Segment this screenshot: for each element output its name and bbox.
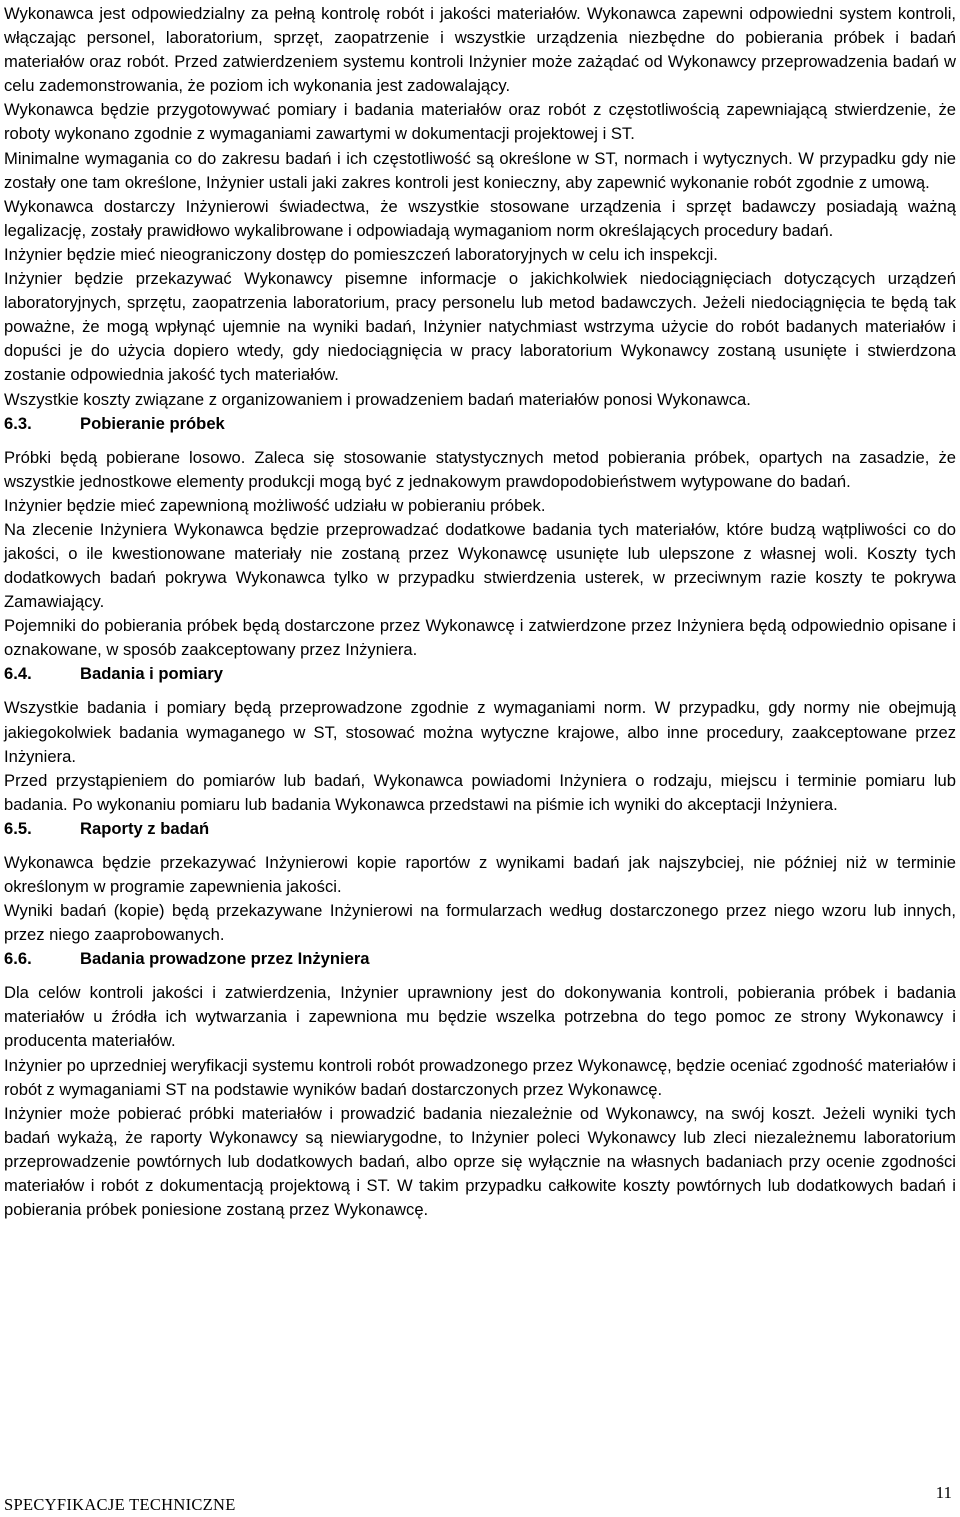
paragraph: Wykonawca dostarczy Inżynierowi świadectwa, że wszystkie stosowane urządzenia i sprzęt badawczy posiadają ważną legalizację, zostały prawidłowo wykalibrowane i odpowiadają wymaganiom norm określających procedury badań. (4, 196, 956, 240)
section-6-6 (4, 947, 956, 1222)
paragraph: Wszystkie koszty związane z organizowaniem i prowadzeniem badań materiałów ponosi Wykonawca. (4, 389, 751, 409)
paragraph: Wykonawca będzie przygotowywać pomiary i badania materiałów oraz robót z częstotliwością zapewniającą stwierdzenie, że roboty wykonano zgodnie z wymaganiami zawartymi w dokumentacji projektowej i ST. (4, 100, 956, 144)
page-number: 11 (935, 1483, 952, 1502)
section-number: 6.6. (4, 949, 32, 969)
section-title: Badania prowadzone przez Inżyniera (80, 949, 370, 969)
paragraph: Wszystkie badania i pomiary będą przeprowadzone zgodnie z wymaganiami norm. W przypadku, gdy normy nie obejmują jakiegokolwiek badania wymaganego w ST, stosować można wytyczne krajowe, albo inne procedury, zaakceptowane przez Inżyniera. (4, 698, 956, 766)
footer-title: SPECYFIKACJE TECHNICZNE (4, 1495, 236, 1514)
paragraph: Minimalne wymagania co do zakresu badań i ich częstotliwość są określone w ST, normach i wytycznych. W przypadku gdy nie zostały one tam określone, Inżynier ustali jaki zakres kontroli jest konieczny, aby zapewnić wykonanie robót zgodnie z umową. (4, 148, 956, 192)
paragraph: Inżynier będzie mieć nieograniczony dostęp do pomieszczeń laboratoryjnych w celu ich inspekcji. (4, 244, 718, 264)
section-heading (4, 817, 956, 841)
paragraph: Inżynier może pobierać próbki materiałów i prowadzić badania niezależnie od Wykonawcy, na swój koszt. Jeżeli wyniki tych badań wykażą, że raporty Wykonawcy są niewiarygodne, to Inżynier poleci Wykonawcy lub zleci niezależnemu laboratorium przeprowadzenie powtórnych lub dodatkowych badań, albo oprze się wyłącznie na własnych badaniach przy ocenie zgodności materiałów i robót z dokumentacją projektową i ST. W takim przypadku całkowite koszty powtórnych lub dodatkowych badań i pobierania próbek poniesione zostaną przez Wykonawcę. (4, 1103, 956, 1220)
section-title: Pobieranie próbek (80, 413, 225, 433)
paragraph: Inżynier będzie mieć zapewnioną możliwość udziału w pobieraniu próbek. (4, 495, 546, 515)
section-heading (4, 947, 956, 971)
paragraph: Próbki będą pobierane losowo. Zaleca się stosowanie statystycznych metod pobierania próbek, opartych na zasadzie, że wszystkie jednostkowe elementy produkcji mogą być z jednakowym prawdopodobieństwem wytypowane do badań. (4, 447, 956, 491)
paragraph: Wyniki badań (kopie) będą przekazywane Inżynierowi na formularzach według dostarczonego przez niego wzoru lub innych, przez niego zaaprobowanych. (4, 901, 956, 945)
paragraph: Wykonawca będzie przekazywać Inżynierowi kopie raportów z wynikami badań jak najszybciej, nie później niż w terminie określonym w programie zapewnienia jakości. (4, 852, 956, 896)
section-number: 6.5. (4, 818, 32, 838)
paragraph: Na zlecenie Inżyniera Wykonawca będzie przeprowadzać dodatkowe badania tych materiałów, które budzą wątpliwości co do jakości, o ile kwestionowane materiały nie zostaną przez Wykonawcę usunięte lub ulepszone z własnej woli. Koszty tych dodatkowych badań pokrywa Wykonawca tylko w przypadku stwierdzenia usterek, w przeciwnym razie koszty te pokrywa Zamawiający. (4, 519, 956, 612)
section-number: 6.3. (4, 413, 32, 433)
section-number: 6.4. (4, 664, 32, 684)
paragraph: Wykonawca jest odpowiedzialny za pełną kontrolę robót i jakości materiałów. Wykonawca zapewni odpowiedni system kontroli, włączając personel, laboratorium, sprzęt, zaopatrzenie i wszystkie urządzenia niezbędne do pobierania próbek i badań materiałów oraz robót. Przed zatwierdzeniem systemu kontroli Inżynier może zażądać od Wykonawcy przeprowadzenia badań w celu zademonstrowania, że poziom ich wykonania jest zadowalający. (4, 4, 956, 96)
document-page (4, 2, 956, 1222)
intro-block (4, 2, 956, 412)
section-title: Raporty z badań (80, 818, 210, 838)
paragraph: Inżynier będzie przekazywać Wykonawcy pisemne informacje o jakichkolwiek niedociągnięciach dotyczących urządzeń laboratoryjnych, sprzętu, zaopatrzenia laboratorium, pracy personelu lub metod badawczych. Jeżeli niedociągnięcia te będą tak poważne, że mogą wpłynąć ujemnie na wyniki badań, Inżynier natychmiast wstrzyma użycie do robót badanych materiałów i dopuści je do użycia dopiero wtedy, gdy niedociągnięcia w pracy laboratorium Wykonawcy zostaną usunięte i stwierdzona zostanie odpowiednia jakość tych materiałów. (4, 269, 956, 385)
section-heading (4, 662, 956, 686)
paragraph: Przed przystąpieniem do pomiarów lub badań, Wykonawca powiadomi Inżyniera o rodzaju, miejscu i terminie pomiaru lub badania. Po wykonaniu pomiaru lub badania Wykonawca przedstawi na piśmie ich wyniki do akceptacji Inżyniera. (4, 770, 956, 814)
paragraph: Pojemniki do pobierania próbek będą dostarczone przez Wykonawcę i zatwierdzone przez Inżyniera będą odpowiednio opisane i oznakowane, w sposób zaakceptowany przez Inżyniera. (4, 616, 956, 660)
section-heading (4, 412, 956, 436)
section-6-5 (4, 817, 956, 947)
section-6-3 (4, 412, 956, 663)
section-title: Badania i pomiary (80, 664, 223, 684)
section-6-4 (4, 662, 956, 816)
paragraph: Inżynier po uprzedniej weryfikacji systemu kontroli robót prowadzonego przez Wykonawcę, będzie oceniać zgodność materiałów i robót z wymaganiami ST na podstawie wyników badań dostarczonych przez Wykonawcę. (4, 1055, 956, 1099)
paragraph: Dla celów kontroli jakości i zatwierdzenia, Inżynier uprawniony jest do dokonywania kontroli, pobierania próbek i badania materiałów u źródła ich wytwarzania i zapewniona mu będzie wszelka potrzebna do tego pomoc ze strony Wykonawcy i producenta materiałów. (4, 983, 956, 1051)
